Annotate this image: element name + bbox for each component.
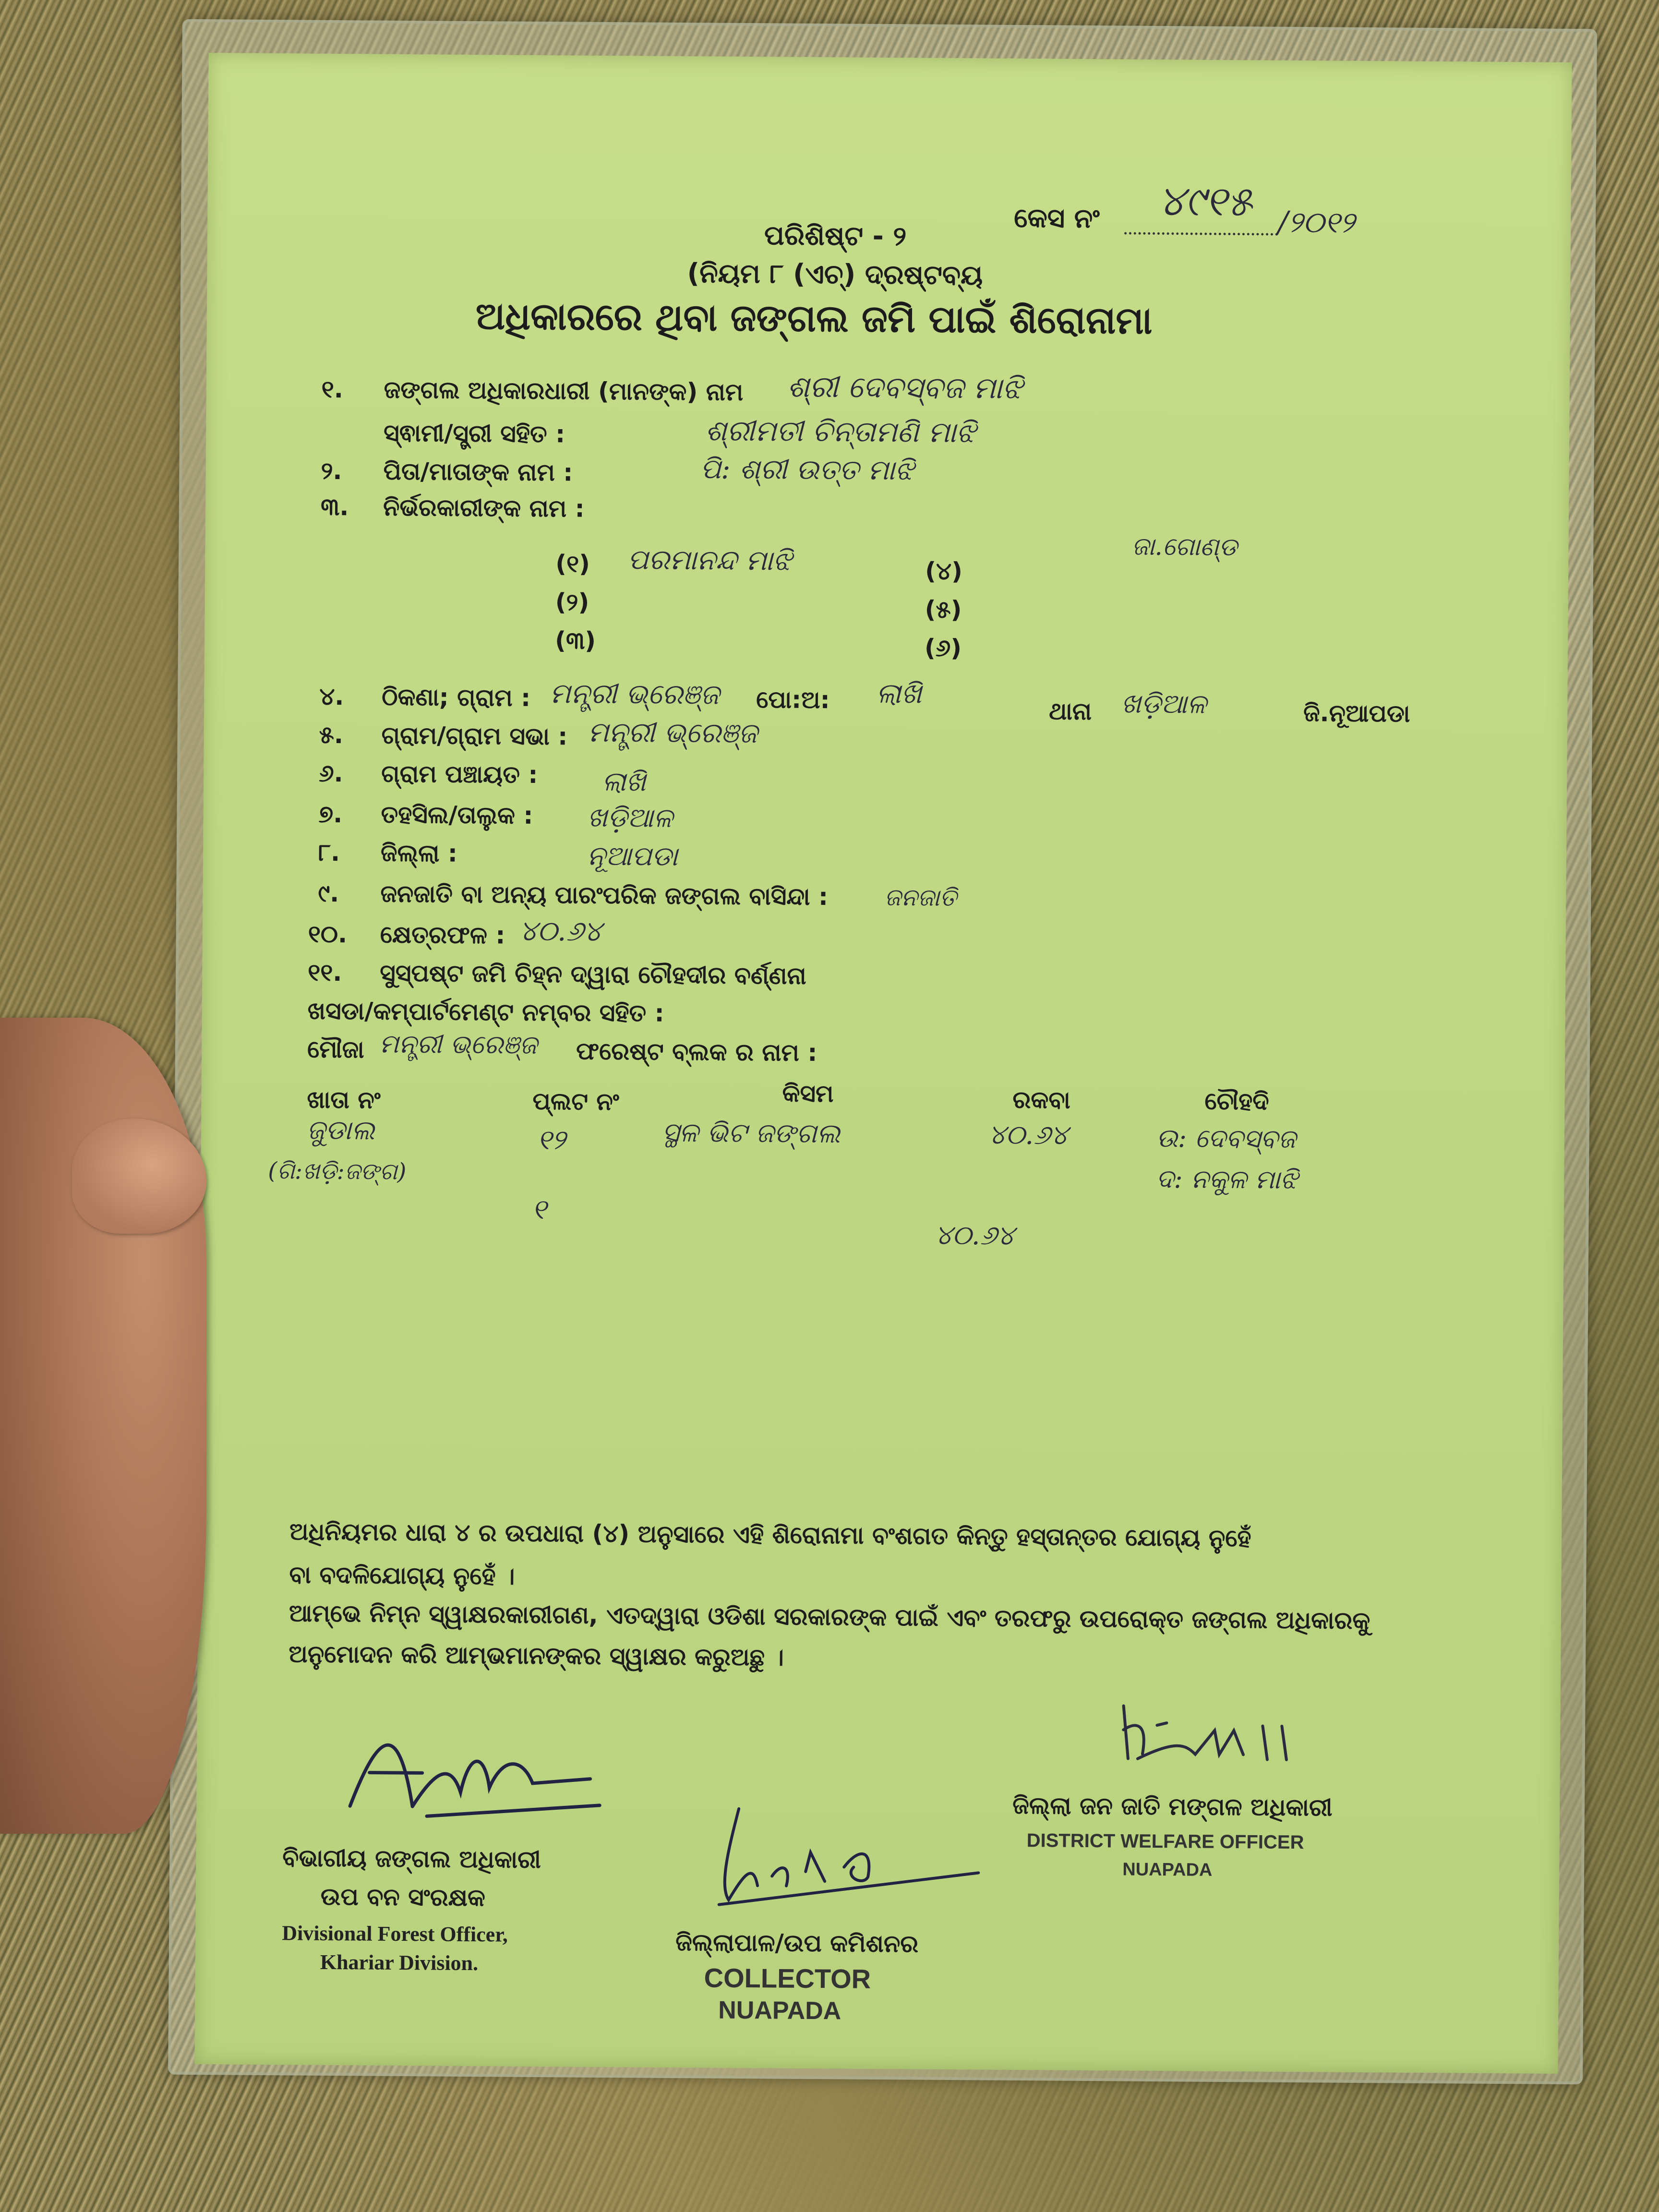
- tahasil-label: ତହସିଲ/ତାଲୁକ :: [381, 800, 533, 830]
- item-number: ୧.: [321, 375, 344, 404]
- caste-note: ଜା.ଗୋଣ୍ଡ: [1131, 532, 1238, 562]
- tahasil-value: ଖଡ଼ିଆଳ: [587, 802, 673, 834]
- rakaba-header: ରକବା: [1012, 1085, 1071, 1114]
- boundary-south: ଦ: ନକୁଳ ମାଝି: [1156, 1163, 1298, 1195]
- police-station-value: ଖଡ଼ିଆଳ: [1121, 688, 1207, 720]
- item-number: ୨.: [321, 457, 342, 485]
- case-no-value: ୪୯୧୫: [1158, 177, 1253, 226]
- item-number: ୧୦.: [308, 920, 348, 949]
- dfo-title-english: Divisional Forest Officer,: [282, 1921, 508, 1947]
- mouza-label: ମୌଜା: [307, 1035, 364, 1064]
- item-number: ୧୧.: [308, 958, 342, 987]
- case-no-label: କେସ ନଂ: [1014, 202, 1100, 235]
- dfo-division: Khariar Division.: [320, 1950, 479, 1975]
- welfare-officer-title-english: DISTRICT WELFARE OFFICER: [1026, 1830, 1304, 1853]
- dependent-1-number: (୧): [555, 550, 590, 578]
- holder-name-label: ଜଙ୍ଗଲ ଅଧିକାରଧାରୀ (ମାନଙ୍କ) ନାମ: [384, 375, 744, 406]
- boundary-label: ସୁସ୍ପଷ୍ଟ ଜମି ଚିହ୍ନ ଦ୍ୱାରା ଚୌହଦୀର ବର୍ଣ୍ଣନା: [380, 959, 806, 990]
- collector-place: NUAPADA: [718, 1996, 842, 2025]
- kisam-header: କିସମ: [782, 1079, 834, 1108]
- dfo-subtitle-odia: ଉପ ବନ ସଂରକ୍ଷକ: [320, 1882, 486, 1912]
- welfare-officer-title-odia: ଜିଲ୍ଲା ଜନ ଜାତି ମଙ୍ଗଳ ଅଧିକାରୀ: [1012, 1791, 1333, 1822]
- boundary-north: ଉ: ଦେବସ୍ବଜ: [1156, 1122, 1296, 1154]
- chauhadi-header: ଚୌହଦି: [1204, 1087, 1269, 1116]
- holder-name-value: ଶ୍ରୀ ଦେବସ୍ବଜ ମାଝି: [787, 369, 1023, 406]
- spouse-label: ସ୍ଵାମୀ/ସ୍ତ୍ରୀ ସହିତ :: [383, 419, 565, 448]
- compartment-label: ଖସଡା/କମ୍ପାର୍ଟମେଣ୍ଟ ନମ୍ବର ସହିତ :: [307, 997, 664, 1027]
- rakaba-total: ୪୦.୬୪: [935, 1219, 1015, 1251]
- khata-note: (ଗି:ଖଡ଼ି:ଜଙ୍ଗ): [268, 1157, 407, 1186]
- area-label: କ୍ଷେତ୍ରଫଳ :: [380, 920, 505, 950]
- case-year: /୨୦୧୨: [1278, 204, 1355, 240]
- plot-header: ପ୍ଲଟ ନଂ: [532, 1087, 619, 1116]
- district-value: ନୂଆପଡା: [587, 840, 678, 873]
- district-short-label: ଜି.ନୂଆପଡା: [1303, 699, 1410, 728]
- khata-value: ଜୁଡାଲ: [306, 1114, 375, 1146]
- item-number: ୪.: [319, 682, 344, 711]
- panchayat-value: ଲାଖି: [601, 766, 646, 798]
- clause-line-1: ଅଧିନିୟମର ଧାରା ୪ ର ଉପଧାରା (୪) ଅନୁସାରେ ଏହି ଶିରୋନାମା ବଂଶଗତ କିନ୍ତୁ ହସ୍ତାନ୍ତର ଯୋଗ୍ୟ ନୁହେଁ: [289, 1517, 1251, 1552]
- gram-sabha-value: ମନ୍ତ୍ରୀ ଭ୍ରେଞ୍ଜ: [588, 715, 758, 750]
- address-village-label: ଠିକଣା; ଗ୍ରାମ :: [382, 683, 531, 712]
- mouza-value: ମନ୍ତ୍ରୀ ଭ୍ରେଞ୍ଜ: [379, 1028, 538, 1060]
- welfare-officer-signature-icon: [1109, 1686, 1330, 1784]
- declaration-line-2: ଅନୁମୋଦନ କରି ଆମ୍ଭମାନଙ୍କର ସ୍ୱାକ୍ଷର କରୁଅଛୁ ।: [289, 1640, 784, 1671]
- dependent-4-number: (୪): [925, 557, 963, 586]
- panchayat-label: ଗ୍ରାମ ପଞ୍ଚାୟତ :: [381, 759, 538, 789]
- dfo-title-odia: ବିଭାଗୀୟ ଜଙ୍ଗଲ ଅଧିକାରୀ: [282, 1844, 541, 1874]
- forest-block-label: ଫରେଷ୍ଟ ବ୍ଲକ ର ନାମ :: [576, 1037, 817, 1067]
- dependent-2-number: (୨): [555, 588, 589, 616]
- annex-label: ପରିଶିଷ୍ଟ - ୨: [764, 220, 907, 252]
- khata-header: ଖାତା ନଂ: [307, 1085, 381, 1114]
- plot-value-2: ୧: [531, 1192, 547, 1226]
- collector-title-odia: ଜିଲ୍ଲାପାଳ/ଉପ କମିଶନର: [675, 1928, 919, 1958]
- parent-name-value: ପି: ଶ୍ରୀ ଉତ୍ତ ମାଝି: [700, 452, 914, 487]
- tribe-value: ଜନଜାତି: [884, 883, 957, 912]
- dependent-6-number: (୬): [924, 634, 962, 662]
- dependent-5-number: (୫): [925, 595, 962, 624]
- collector-title-english: COLLECTOR: [704, 1962, 871, 1994]
- district-label: ଜିଲ୍ଲା :: [380, 839, 458, 867]
- item-number: ୩.: [320, 493, 349, 521]
- area-value: ୪୦.୬୪: [519, 914, 602, 948]
- plot-value: ୧୨: [537, 1123, 566, 1156]
- clause-line-2: ବା ବଦଳିଯୋଗ୍ୟ ନୁହେଁ ।: [289, 1561, 515, 1590]
- title-deed-document: [194, 53, 1572, 2074]
- dependent-1-value: ପରମାନନ୍ଦ ମାଝି: [627, 543, 792, 577]
- spouse-value: ଶ୍ରୀମତୀ ଚିନ୍ତାମଣି ମାଝି: [705, 414, 976, 450]
- item-number: ୫.: [319, 721, 344, 749]
- declaration-line-1: ଆମ୍ଭେ ନିମ୍ନ ସ୍ୱାକ୍ଷରକାରୀଗଣ, ଏତଦ୍ୱାରା ଓଡିଶା ସରକାରଙ୍କ ପାଇଁ ଏବଂ ତରଫରୁ ଉପରୋକ୍ତ ଜଙ୍ଗଲ ଅଧିକାରକୁ: [289, 1599, 1370, 1635]
- gram-sabha-label: ଗ୍ରାମ/ଗ୍ରାମ ସଭା :: [381, 721, 568, 751]
- collector-signature-icon: [700, 1789, 989, 1916]
- post-office-value: ଲାଖି: [876, 676, 922, 710]
- dfo-signature-icon: [340, 1710, 610, 1837]
- tribe-label: ଜନଜାତି ବା ଅନ୍ୟ ପାରଂପରିକ ଜଙ୍ଗଲ ବାସିନ୍ଦା :: [380, 879, 829, 911]
- rakaba-value: ୪୦.୬୪: [988, 1119, 1068, 1151]
- item-number: ୯.: [318, 879, 339, 908]
- item-number: ୭.: [318, 800, 343, 829]
- address-village-value: ମନ୍ତ୍ରୀ ଭ୍ରେଞ୍ଜ: [550, 677, 720, 711]
- parent-name-label: ପିତା/ମାତାଙ୍କ ନାମ :: [383, 457, 573, 487]
- dependent-3-number: (୩): [554, 626, 596, 655]
- rule-reference: (ନିୟମ ୮ (ଏଚ୍) ଦ୍ରଷ୍ଟବ୍ୟ: [687, 258, 983, 291]
- item-number: ୮.: [318, 838, 340, 867]
- item-number: ୬.: [318, 759, 343, 788]
- police-station-label: ଥାନା: [1048, 697, 1092, 726]
- welfare-officer-place: NUAPADA: [1122, 1859, 1213, 1880]
- document-title: ଅଧିକାରରେ ଥିବା ଜଙ୍ଗଲ ଜମି ପାଇଁ ଶିରୋନାମା: [475, 295, 1153, 343]
- post-office-label: ପୋ:ଅ:: [756, 685, 830, 714]
- kisam-value: ସ୍ଥଳ ଭିଟ ଜଙ୍ଗଲ: [661, 1117, 841, 1150]
- dependents-label: ନିର୍ଭରକାରୀଙ୍କ ନାମ :: [383, 493, 585, 523]
